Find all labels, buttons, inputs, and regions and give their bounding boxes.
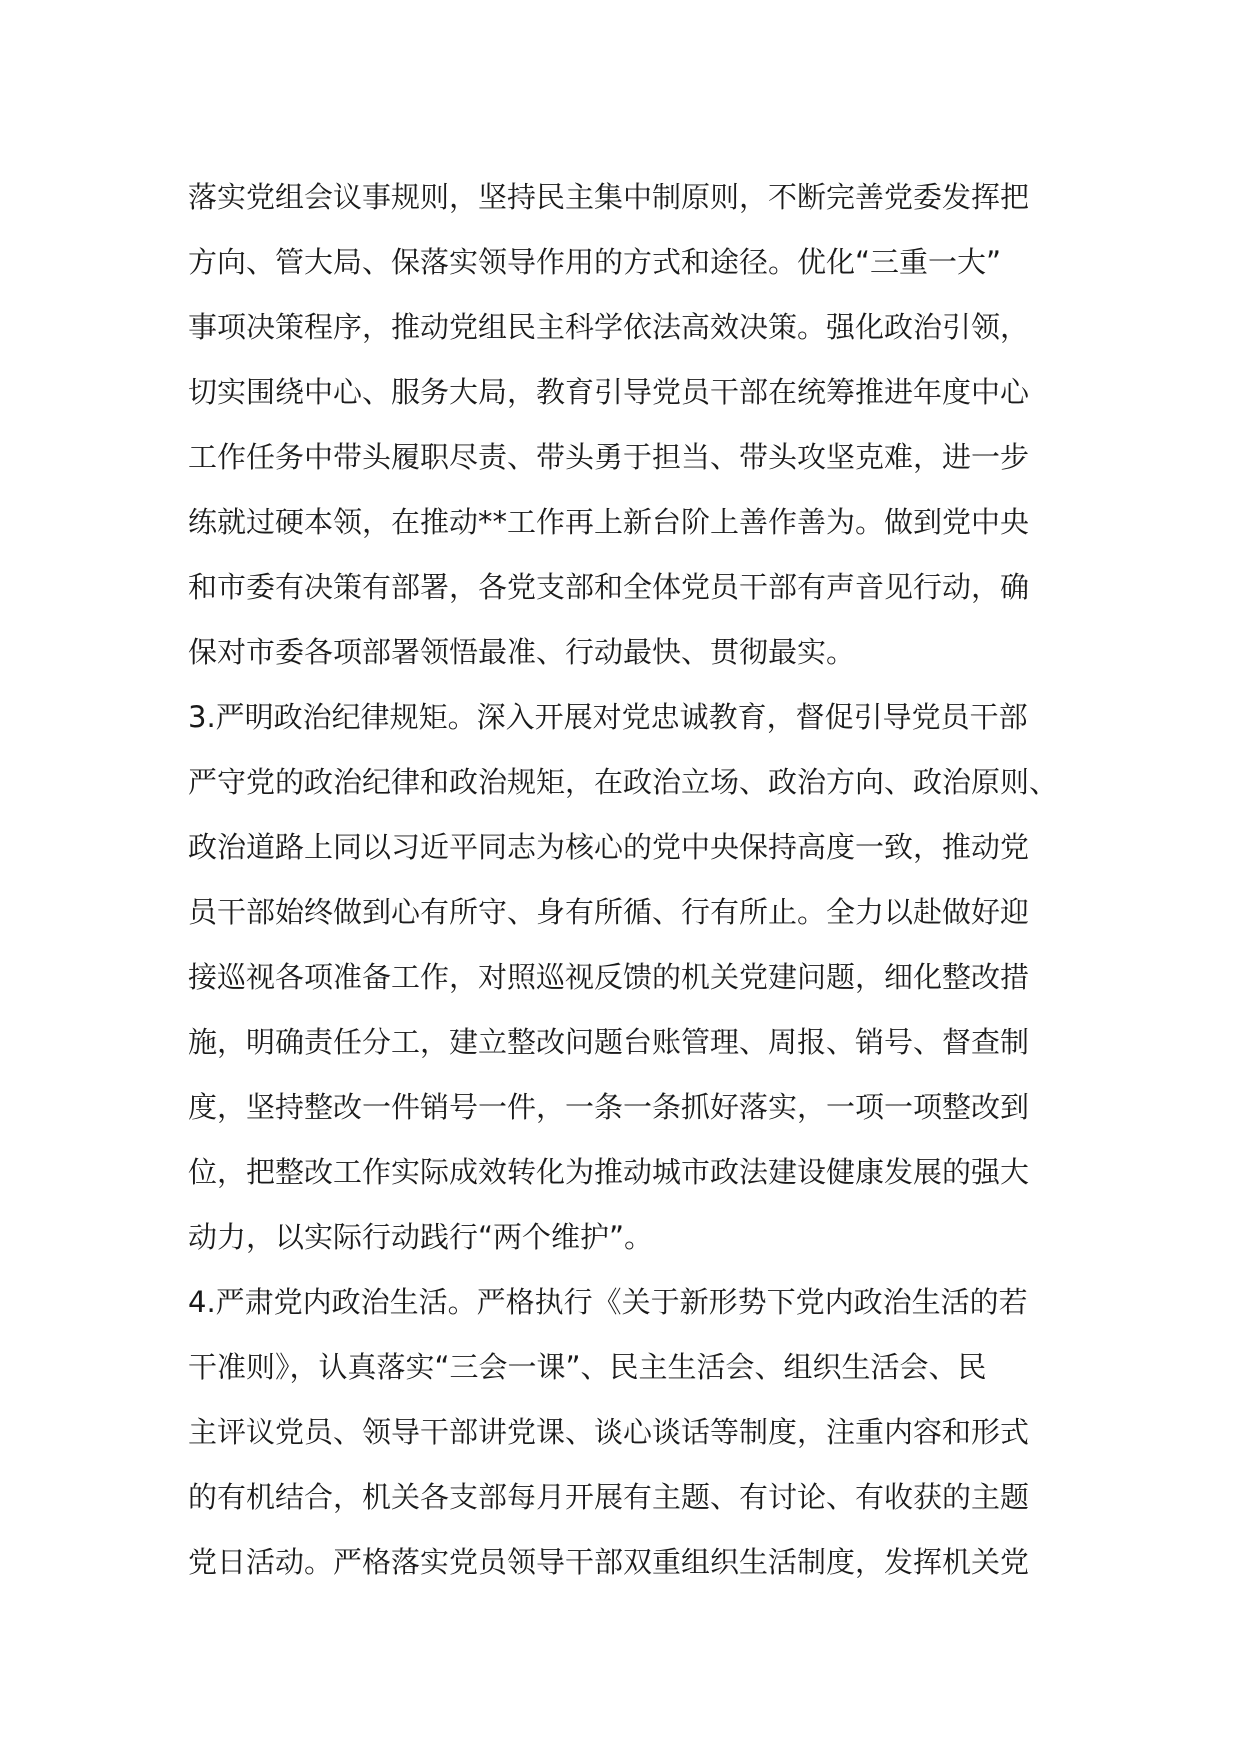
text-line: 施，明确责任分工，建立整改问题台账管理、周报、销号、督查制	[188, 1025, 1030, 1059]
text-line: 方向、管大局、保落实领导作用的方式和途径。优化“三重一大”	[188, 245, 1002, 279]
text-line: 动力，以实际行动践行“两个维护”。	[188, 1220, 654, 1254]
text-line: 主评议党员、领导干部讲党课、谈心谈话等制度，注重内容和形式	[188, 1415, 1030, 1449]
text-line: 位，把整改工作实际成效转化为推动城市政法建设健康发展的强大	[188, 1155, 1030, 1189]
text-line: 工作任务中带头履职尽责、带头勇于担当、带头攻坚克难，进一步	[188, 440, 1030, 474]
text-line: 干准则》，认真落实“三会一课”、民主生活会、组织生活会、民	[188, 1350, 987, 1384]
text-line: 练就过硬本领，在推动**工作再上新台阶上善作善为。做到党中央	[188, 505, 1030, 539]
text-line: 员干部始终做到心有所守、身有所循、行有所止。全力以赴做好迎	[188, 895, 1030, 929]
text-line: 接巡视各项准备工作，对照巡视反馈的机关党建问题，细化整改措	[188, 960, 1030, 994]
section-4-line: 4.严肃党内政治生活。严格执行《关于新形势下党内政治生活的若	[188, 1285, 1028, 1319]
text-line: 落实党组会议事规则，坚持民主集中制原则，不断完善党委发挥把	[188, 180, 1030, 214]
text-line: 事项决策程序，推动党组民主科学依法高效决策。强化政治引领，	[188, 310, 1030, 344]
text-line: 度，坚持整改一件销号一件，一条一条抓好落实，一项一项整改到	[188, 1090, 1030, 1124]
text-line: 和市委有决策有部署，各党支部和全体党员干部有声音见行动，确	[188, 570, 1030, 604]
text-line: 严守党的政治纪律和政治规矩，在政治立场、政治方向、政治原则、	[188, 765, 1059, 799]
text-line: 政治道路上同以习近平同志为核心的党中央保持高度一致，推动党	[188, 830, 1030, 864]
text-line: 党日活动。严格落实党员领导干部双重组织生活制度，发挥机关党	[188, 1545, 1030, 1579]
section-3-line: 3.严明政治纪律规矩。深入开展对党忠诚教育，督促引导党员干部	[188, 700, 1028, 734]
text-line: 保对市委各项部署领悟最准、行动最快、贯彻最实。	[188, 635, 856, 669]
text-line: 的有机结合，机关各支部每月开展有主题、有讨论、有收获的主题	[188, 1480, 1030, 1514]
document-body	[188, 165, 1088, 1595]
text-line: 切实围绕中心、服务大局，教育引导党员干部在统筹推进年度中心	[188, 375, 1030, 409]
